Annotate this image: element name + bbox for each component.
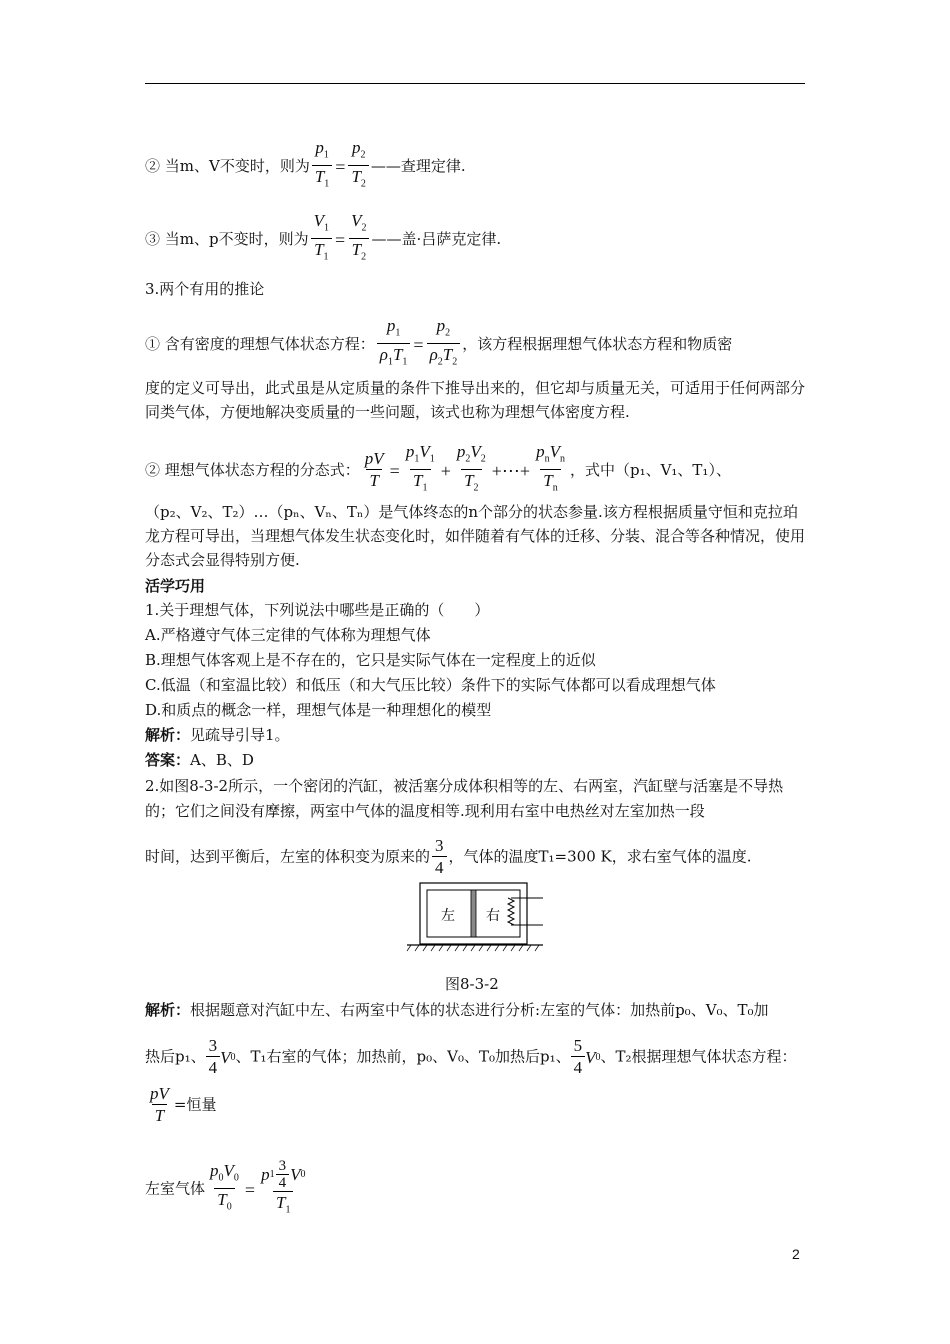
solution-l4: 左室气体 bbox=[145, 1179, 206, 1198]
q1-option-a: A.严格遵守气体三定律的气体称为理想气体 bbox=[145, 626, 431, 644]
solution-l2c: 、T₂根据理想气体状态方程： bbox=[600, 1047, 797, 1066]
q1-analysis-text: 见疏导引导1。 bbox=[190, 726, 290, 744]
figure-caption: 图8-3-2 bbox=[445, 975, 499, 993]
heating-wire-icon bbox=[508, 898, 514, 925]
charles-prefix: ② 当m、V不变时，则为 bbox=[145, 156, 310, 175]
right-chamber-label: 右 bbox=[486, 908, 500, 924]
fraction-density-1: $\frac{p_1}{\rho_1T_1}$ bbox=[377, 316, 411, 374]
fraction-pnvn-tn: $\frac{p_nV_n}{T_n}$ bbox=[533, 442, 568, 500]
inf2-prefix: ② 理想气体状态方程的分态式： bbox=[145, 460, 360, 479]
inf2-suffix: ，式中（p₁、V₁、T₁）、 bbox=[569, 460, 731, 479]
q1-option-b: B.理想气体客观上是不存在的，它只是实际气体在一定程度上的近似 bbox=[145, 651, 596, 669]
solution-line-4: 左室气体 $\frac{p_0V_0}{T_0}$ = p 1 $\frac{3}{4}$ V 0 $T_1$ bbox=[145, 1158, 310, 1221]
solution-l1: 根据题意对汽缸中左、右两室中气体的状态进行分析:左室的气体：加热前p₀、V₀、T₀加 bbox=[190, 1001, 769, 1019]
q1-option-c: C.低温（和室温比较）和低压（和大气压比较）条件下的实际气体都可以看成理想气体 bbox=[145, 676, 716, 694]
cylinder-figure bbox=[405, 880, 545, 955]
q2-stem2b: ，气体的温度T₁=300 K，求右室气体的温度. bbox=[448, 847, 752, 866]
q1-answer-label: 答案： bbox=[145, 751, 191, 769]
section-3-title: 3.两个有用的推论 bbox=[145, 280, 265, 298]
q1-analysis-label: 解析： bbox=[145, 726, 191, 744]
solution-line-2 bbox=[145, 1036, 797, 1079]
fraction-p1v1-t1: $\frac{p_1V_1}{T_1}$ bbox=[403, 442, 438, 500]
solution-l2b: 、T₁右室的气体；加热前，p₀、V₀、T₀加热后p₁、 bbox=[235, 1047, 571, 1066]
solution-l2a: 热后p₁、 bbox=[145, 1047, 206, 1066]
charles-law-line: ② 当m、V不变时，则为 $\frac{p_1}{T_1}$ = $\frac{p_2}{T_2}$ ——查理定律. bbox=[145, 138, 466, 196]
q2-stem2a: 时间，达到平衡后，左室的体积变为原来的 bbox=[145, 847, 431, 866]
solution-line-1 bbox=[145, 1000, 769, 1020]
inference-1-line: ① 含有密度的理想气体状态方程： $\frac{p_1}{\rho_1T_1}$ = $\frac{p_2}{\rho_2T_2}$ ，该方程根据理想气体状态方程和物质密 bbox=[145, 316, 732, 374]
fraction-p1-t1: $\frac{p_1}{T_1}$ bbox=[312, 138, 332, 196]
solution-line-3 bbox=[145, 1084, 216, 1127]
solution-label: 解析： bbox=[145, 1001, 191, 1019]
fraction-p2-t2: $\frac{p_2}{T_2}$ bbox=[348, 138, 368, 196]
section-heading: 活学巧用 bbox=[145, 577, 206, 595]
inf1-prefix: ① 含有密度的理想气体状态方程： bbox=[145, 334, 375, 353]
page-number: 2 bbox=[792, 1246, 800, 1262]
solution-l3: =恒量 bbox=[173, 1095, 217, 1114]
q2-stem-part2 bbox=[145, 836, 751, 879]
q1-answer bbox=[145, 750, 254, 770]
header-rule bbox=[145, 83, 805, 84]
fraction-p0v0-t0: $\frac{p_0V_0}{T_0}$ bbox=[207, 1161, 242, 1219]
gaylussac-suffix: ——盖·吕萨克定律. bbox=[371, 229, 502, 248]
q1-analysis bbox=[145, 725, 290, 745]
gaylussac-prefix: ③ 当m、p不变时，则为 bbox=[145, 229, 309, 248]
q2-stem-part1: 2.如图8-3-2所示，一个密闭的汽缸，被活塞分成体积相等的左、右两室，汽缸壁与活塞是不导热的；它们之间没有摩擦，两室中气体的温度相等.现利用右室中电热丝对左室加热一段 bbox=[145, 777, 784, 820]
fraction-v2-t2: $\frac{V_2}{T_2}$ bbox=[348, 211, 369, 269]
five-quarters-v0: $\frac{5}{4}$ V 0 bbox=[571, 1036, 601, 1079]
q1-stem: 1.关于理想气体，下列说法中哪些是正确的（ ） bbox=[145, 601, 490, 619]
q1-option-d: D.和质点的概念一样，理想气体是一种理想化的模型 bbox=[145, 701, 492, 719]
inference-2-continuation: （p₂、V₂、T₂）…（pₙ、Vₙ、Tₙ）是气体终态的n个部分的状态参量.该方程根据质量守恒和克拉珀龙方程可导出，当理想气体发生状态变化时，如伴随着有气体的迁移、分装、混合等各种情况，使用分态式会显得特别方便. bbox=[145, 503, 806, 569]
fraction-p2v2-t2: $\frac{p_2V_2}{T_2}$ bbox=[454, 442, 489, 500]
fraction-v1-t1: $\frac{V_1}{T_1}$ bbox=[311, 211, 332, 269]
fraction-density-2: $\frac{p_2}{\rho_2T_2}$ bbox=[427, 316, 461, 374]
inference-2-line: ② 理想气体状态方程的分态式： $\frac{pV}{T}$ = $\frac{p_1V_1}{T_1}$ + $\frac{p_2V_2}{T_2}$ +⋯+ $\frac{p_nV_n}{T_n}$ ，式中（p₁、V₁、T₁）、 bbox=[145, 442, 731, 500]
q1-answer-text: A、B、D bbox=[190, 751, 254, 769]
inf1-suffix: ，该方程根据理想气体状态方程和物质密 bbox=[462, 334, 733, 353]
fraction-p1-three-quarters-v0-t1: p 1 $\frac{3}{4}$ V 0 $T_1$ bbox=[258, 1158, 308, 1221]
fraction-pv-t: $\frac{pV}{T}$ bbox=[364, 449, 384, 491]
gay-lussac-line: ③ 当m、p不变时，则为 $\frac{V_1}{T_1}$ = $\frac{V_2}{T_2}$ ——盖·吕萨克定律. bbox=[145, 211, 501, 269]
fraction-pv-over-t: $\frac{pV}{T}$ bbox=[150, 1084, 169, 1125]
left-chamber-label: 左 bbox=[441, 908, 455, 924]
piston bbox=[471, 890, 476, 937]
inference-1-continuation: 度的定义可导出，此式虽是从定质量的条件下推导出来的，但它却与质量无关，可适用于任何两部分同类气体，方便地解决变质量的一些问题，该式也称为理想气体密度方程. bbox=[145, 379, 806, 421]
three-quarters-v0: $\frac{3}{4}$ V 0 bbox=[206, 1036, 236, 1079]
fraction-three-quarters: $\frac{3}{4}$ bbox=[432, 836, 447, 879]
ground-hatching bbox=[407, 945, 539, 951]
charles-suffix: ——查理定律. bbox=[370, 156, 466, 175]
